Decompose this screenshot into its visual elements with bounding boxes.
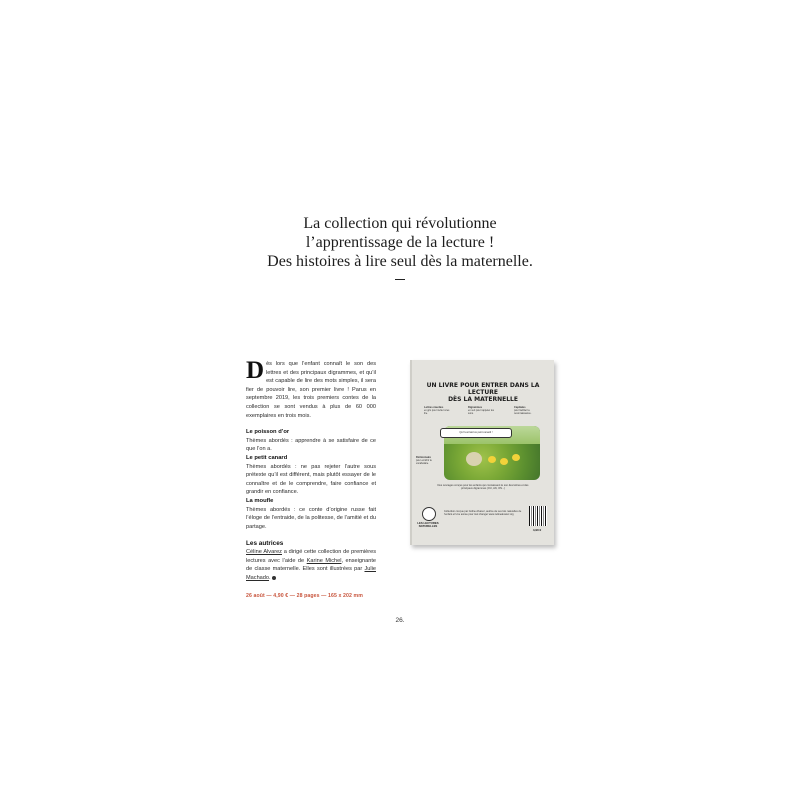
end-mark-icon: [272, 576, 276, 580]
book-blurb: Des ouvrages conçus pour les enfants qui connaissent le son des lettres et des principaux digrammes (OU, AN, ON...): [437, 484, 529, 491]
duck-illustration: [466, 452, 482, 466]
anno-body: pour enrichir le vocabulaire.: [416, 459, 432, 465]
duckling-illustration: [512, 454, 520, 461]
description-column: [246, 357, 377, 600]
anno-body: en gris pour inviter à les lire.: [424, 409, 450, 415]
book-title: [418, 382, 548, 403]
desc-la-moufle: Thèmes abordés : ce conte d’origine russe fait l’éloge de l’entraide, de la politesse, de l’amitié et du partage.: [246, 506, 376, 530]
anno-body: en vert pour rappeler les sons.: [468, 409, 494, 415]
dropcap: D: [246, 357, 265, 384]
headline-line-1: La collection qui révolutionne: [303, 215, 497, 232]
desc-petit-canard: Thèmes abordés : ne pas rejeter l’autre sous prétexte qu’il est différent, mais plutôt essayer de le connaître et de le comprendre, faire confiance et grandir en confiance.: [246, 463, 376, 496]
speech-bubble: Qu’il est laid ce petit canard !: [440, 428, 512, 438]
title-la-moufle: La moufle: [246, 497, 274, 504]
headline-line-3: Des histoires à lire seul dès la maternelle.: [267, 253, 533, 270]
author-link-julie-machado[interactable]: Julie Machado: [246, 566, 376, 582]
headline: [200, 214, 600, 280]
authors-text-1: a dirigé cette collection de premières lectures avec l’aide de: [246, 549, 376, 564]
authors-text-3: .: [269, 575, 271, 582]
duckling-illustration: [488, 456, 496, 463]
annotation-digrammes: [468, 406, 496, 415]
authors-paragraph: [246, 548, 376, 582]
book-price: 4,90 €: [532, 528, 542, 532]
intro-paragraph: [246, 357, 376, 420]
duckling-illustration: [500, 458, 508, 465]
book-credits: Collection conçue par Céline Alvarez, autrice de Les lois naturelles de l’enfant et Une année pour tout changer www.celinealvarez.org: [444, 510, 522, 517]
book-back-cover: [410, 360, 554, 545]
anno-head: Digrammes: [468, 406, 483, 409]
child-head-icon: [422, 507, 436, 521]
intro-text: ès lors que l’enfant connaît le son des lettres et des principaux digrammes, et qu’il est capable de lire des mots simples, il sera fier de pouvoir lire, son premier livre ! Parus en septembre 2019, les trois premiers contes de la collection se sont vendus à plus de 60 000 exemplaires en trois mois.: [246, 361, 376, 419]
desc-poisson-dor: Thèmes abordés : apprendre à se satisfaire de ce que l’on a.: [246, 437, 376, 453]
annotation-capitales: [514, 406, 542, 415]
anno-head: Capitales: [514, 406, 526, 409]
anno-head: Lettres muettes: [424, 406, 444, 409]
anno-body: pour faciliter la reconnaissance.: [514, 409, 532, 415]
author-link-karine-michel[interactable]: Karine Michel: [306, 557, 342, 564]
annotation-dictionnaire: [416, 456, 444, 465]
authors-heading: Les autrices: [246, 540, 284, 548]
headline-divider: [395, 279, 405, 280]
author-link-celine-alvarez[interactable]: Céline Alvarez: [246, 549, 282, 556]
headline-line-2: l’apprentissage de la lecture !: [305, 234, 495, 251]
book-title-line-2: DÈS LA MATERNELLE: [448, 396, 518, 403]
title-poisson-dor: Le poisson d’or: [246, 429, 290, 436]
barcode-icon: [529, 506, 547, 526]
annotation-lettres-muettes: [424, 406, 452, 415]
anno-head: Dictionnaire: [416, 456, 431, 459]
book-title-line-1: UN LIVRE POUR ENTRER DANS LA LECTURE: [426, 382, 540, 396]
page-number: 26.: [395, 617, 405, 624]
logo-text: LES LECTURES NATURELLES: [417, 521, 439, 529]
lectures-naturelles-logo: [416, 507, 440, 537]
title-petit-canard: Le petit canard: [246, 454, 288, 461]
authors-text-2: , enseignante de classe maternelle. Elles sont illustrées par: [246, 557, 377, 573]
book-meta: 26 août — 4,90 € — 28 pages — 165 x 202 mm: [246, 592, 363, 599]
